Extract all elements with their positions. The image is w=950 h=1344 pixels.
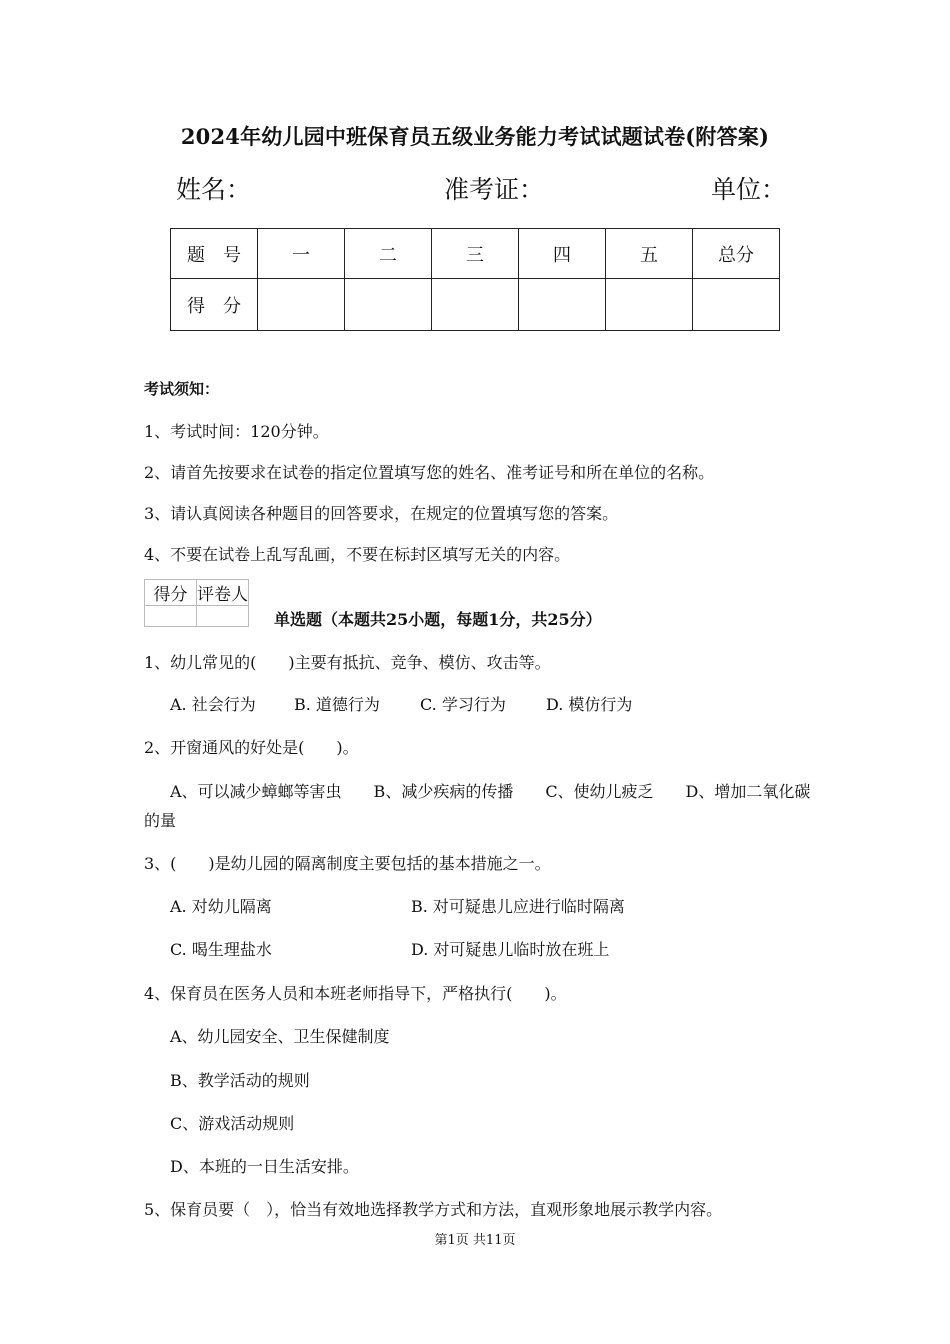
grader-score-label: 得分 (145, 580, 197, 606)
question-option[interactable]: A. 对幼儿隔离 (170, 897, 272, 916)
question-stem: 5、保育员要（ ），恰当有效地选择教学方式和方法，直观形象地展示教学内容。 (144, 1200, 723, 1219)
instruction-item: 4、不要在试卷上乱写乱画，不要在标封区填写无关的内容。 (144, 545, 571, 564)
score-row-label: 得 分 (171, 279, 258, 331)
score-header-cell: 四 (519, 229, 606, 279)
question-stem: 2、开窗通风的好处是( )。 (144, 738, 359, 757)
instruction-item: 1、考试时间：120分钟。 (144, 422, 329, 441)
score-header-cell: 总分 (693, 229, 780, 279)
section-heading: 单选题（本题共25小题，每题1分，共25分） (274, 610, 602, 629)
question-option[interactable]: A. 社会行为 (170, 695, 256, 714)
instruction-item: 2、请首先按要求在试卷的指定位置填写您的姓名、准考证号和所在单位的名称。 (144, 463, 715, 482)
name-field-label: 姓名： (176, 175, 252, 204)
question-option[interactable]: C、游戏活动规则 (170, 1114, 295, 1133)
score-input-cell[interactable] (345, 279, 432, 331)
question-stem: 1、幼儿常见的( )主要有抵抗、竞争、模仿、攻击等。 (144, 653, 551, 672)
score-header-cell: 二 (345, 229, 432, 279)
score-header-cell: 五 (606, 229, 693, 279)
instructions-heading: 考试须知： (144, 380, 220, 398)
page-footer: 第1页 共11页 (434, 1233, 516, 1248)
question-option[interactable]: B. 对可疑患儿应进行临时隔离 (411, 897, 625, 916)
question-option[interactable]: C. 学习行为 (420, 695, 506, 714)
score-table-score-row (171, 279, 780, 331)
question-options[interactable]: A、可以减少蟑螂等害虫 B、减少疾病的传播 C、使幼儿疲乏 D、增加二氧化碳 (170, 782, 811, 801)
grader-name-label: 评卷人 (197, 580, 249, 606)
question-stem: 3、( )是幼儿园的隔离制度主要包括的基本措施之一。 (144, 854, 551, 873)
score-input-cell[interactable] (432, 279, 519, 331)
grader-score-cell[interactable] (145, 606, 197, 627)
question-options-continued: 的量 (144, 811, 177, 830)
score-header-cell: 一 (258, 229, 345, 279)
question-option[interactable]: C. 喝生理盐水 (170, 940, 272, 959)
score-input-cell[interactable] (606, 279, 693, 331)
question-stem: 4、保育员在医务人员和本班老师指导下，严格执行( )。 (144, 984, 567, 1003)
score-input-cell[interactable] (693, 279, 780, 331)
score-input-cell[interactable] (258, 279, 345, 331)
unit-field-label: 单位： (711, 175, 787, 204)
question-option[interactable]: B、教学活动的规则 (170, 1071, 310, 1090)
question-option[interactable]: B. 道德行为 (294, 695, 380, 714)
score-input-cell[interactable] (519, 279, 606, 331)
instruction-item: 3、请认真阅读各种题目的回答要求，在规定的位置填写您的答案。 (144, 504, 619, 523)
score-header-cell: 三 (432, 229, 519, 279)
question-option[interactable]: D、本班的一日生活安排。 (170, 1157, 359, 1176)
score-table (170, 228, 780, 331)
question-option[interactable]: A、幼儿园安全、卫生保健制度 (170, 1027, 390, 1046)
question-option[interactable]: D. 模仿行为 (546, 695, 633, 714)
grader-box (144, 579, 249, 627)
question-option[interactable]: D. 对可疑患儿临时放在班上 (411, 940, 610, 959)
exam-id-field-label: 准考证： (444, 175, 545, 204)
exam-title: 2024年幼儿园中班保育员五级业务能力考试试题试卷(附答案) (180, 124, 770, 149)
grader-name-cell[interactable] (197, 606, 249, 627)
score-table-header-row (171, 229, 780, 279)
score-header-cell: 题 号 (171, 229, 258, 279)
